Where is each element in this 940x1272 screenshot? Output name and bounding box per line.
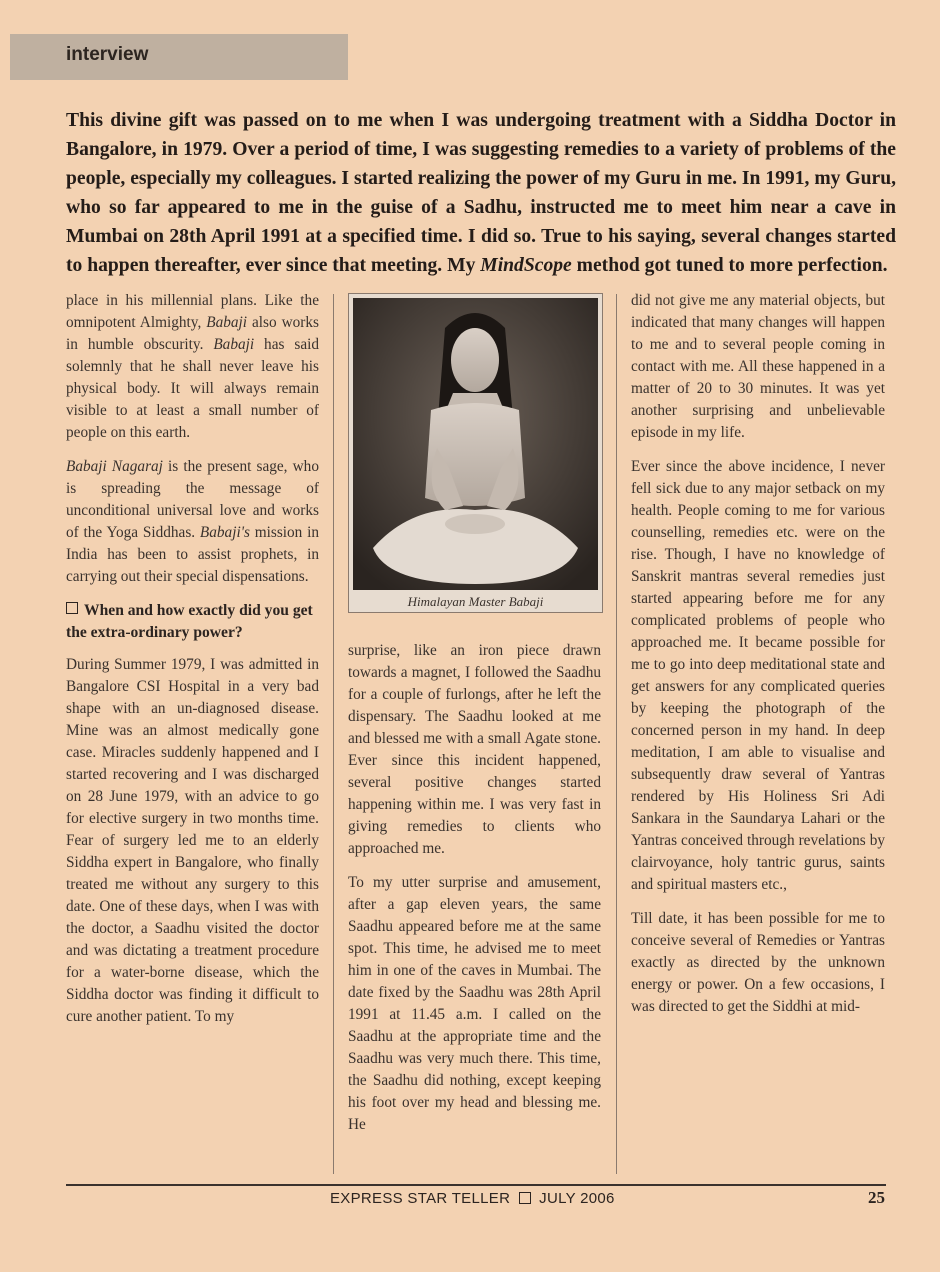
column-3 — [631, 290, 885, 1030]
text: is the present sage, who is spreading the message of unconditional universal love and works of the Yoga Siddhas. — [66, 458, 319, 541]
pull-quote — [66, 106, 896, 280]
name-babaji: Babaji — [213, 336, 255, 353]
name-babaji-nagaraj: Babaji Nagaraj — [66, 458, 163, 475]
col1-paragraph-1 — [66, 290, 319, 444]
name-babaji: Babaji — [206, 314, 248, 331]
col3-paragraph-1: did not give me any material objects, but indicated that many changes will happen to me and to several people coming in contact with me. All these happened in a matter of 20 to 30 minutes. It was yet another surprising and unbelievable episode in my life. — [631, 292, 885, 441]
footer-box-icon — [519, 1192, 531, 1204]
column-divider — [616, 294, 617, 1174]
col2-paragraph-1: surprise, like an iron piece drawn towards a magnet, I followed the Saadhu for a couple of furlongs, after he left the dispensary. The Saadhu looked at me and blessed me with a small Agate stone. Ever since this incident happened, several positive changes started happening within me. I was very fast in giving remedies to clients who approached me. — [348, 642, 601, 857]
footer-rule — [66, 1184, 886, 1186]
issue-date: JULY 2006 — [539, 1190, 615, 1207]
text: place in his millennial plans. Like the omnipotent Almighty, — [66, 292, 319, 331]
interview-question — [66, 600, 319, 644]
text: mission in India has been to assist prophets, in carrying out their special dispensations. — [66, 524, 320, 585]
question-text: When and how exactly did you get the extra-ordinary power? — [66, 602, 313, 641]
col2-paragraph-2: To my utter surprise and amusement, after a gap eleven years, the same Saadhu appeared before me at the same spot. This time, he advised me to meet him in one of the caves in Mumbai. The date fixed by the Saadhu was 28th April 1991 at 11.45 a.m. I called on the Saadhu at the appropriate time and the Saadhu was very much there. This time, the Saadhu did nothing, except keeping his foot over my head and blessing me. He — [348, 874, 601, 1133]
text: has said solemnly that he shall never leave his physical body. It will always remain visible to at least a small number of people on this earth. — [66, 336, 320, 441]
column-1 — [66, 290, 319, 1040]
text: also works in humble obscurity. — [66, 314, 319, 353]
footer — [330, 1190, 615, 1207]
babaji-photo — [353, 298, 598, 590]
photo-caption: Himalayan Master Babaji — [407, 594, 544, 609]
section-label: interview — [66, 44, 149, 65]
magazine-name: EXPRESS STAR TELLER — [330, 1190, 511, 1207]
photo-figure — [348, 293, 603, 613]
column-2 — [348, 640, 601, 1148]
pull-quote-text: This divine gift was passed on to me when I was undergoing treatment with a Siddha Doctor in Bangalore, in 1979. Over a period of time, I was suggesting remedies to a variety of problems of the people, especially my colleagues. I started realizing the power of my Guru in me. In 1991, my Guru, who so far appeared to me in the guise of a Sadhu, instructed me to meet him near a cave in Mumbai on 28th April 1991 at a specified time. I did so. True to his saying, several changes started to happen thereafter, ever since that meeting. My — [66, 110, 896, 276]
name-babajis: Babaji's — [199, 524, 250, 541]
col1-paragraph-2 — [66, 456, 319, 588]
pull-quote-method: MindScope — [480, 255, 572, 276]
section-header — [10, 34, 348, 80]
question-box-icon — [66, 602, 78, 614]
pull-quote-end: method got tuned to more perfection. — [571, 255, 888, 276]
col3-paragraph-3: Till date, it has been possible for me to conceive several of Remedies or Yantras exactly as directed by the unknown energy or power. On a few occasions, I was directed to get the Siddhi at mid- — [631, 910, 885, 1015]
page-number: 25 — [868, 1188, 885, 1207]
col1-paragraph-3: During Summer 1979, I was admitted in Bangalore CSI Hospital in a very bad shape with an un-diagnosed disease. Mine was an almost medically gone case. Miracles suddenly happened and I started recovering and I was discharged on 28 June 1979, with an advice to go for elective surgery in two months time. Fear of surgery led me to an elderly Siddha expert in Bangalore, who finally treated me without any surgery to this date. One of these days, when I was with the doctor, a Saadhu visited the doctor and was dictating a treatment procedure for a water-borne disease, which the Siddha doctor was finding it difficult to cure another patient. To my — [66, 656, 319, 1025]
column-divider — [333, 294, 334, 1174]
col3-paragraph-2: Ever since the above incidence, I never fell sick due to any major setback on my health. People coming to me for various counselling, remedies etc. were on the rise. Though, I have no knowledge of Sanskrit mantras several remedies just started appearing before me for any complicated problems of people who approached me. It became possible for me to go into deep meditational state and get answers for any complicated queries by keeping the photograph of the concerned person in my hand. In deep meditation, I am able to visualise and subsequently draw several of Yantras rendered by His Holiness Sri Adi Sankara in the Saundarya Lahari or the Yantras conceived through revelations by clairvoyance, holy tantric gurus, saints and spiritual masters etc., — [631, 458, 885, 893]
